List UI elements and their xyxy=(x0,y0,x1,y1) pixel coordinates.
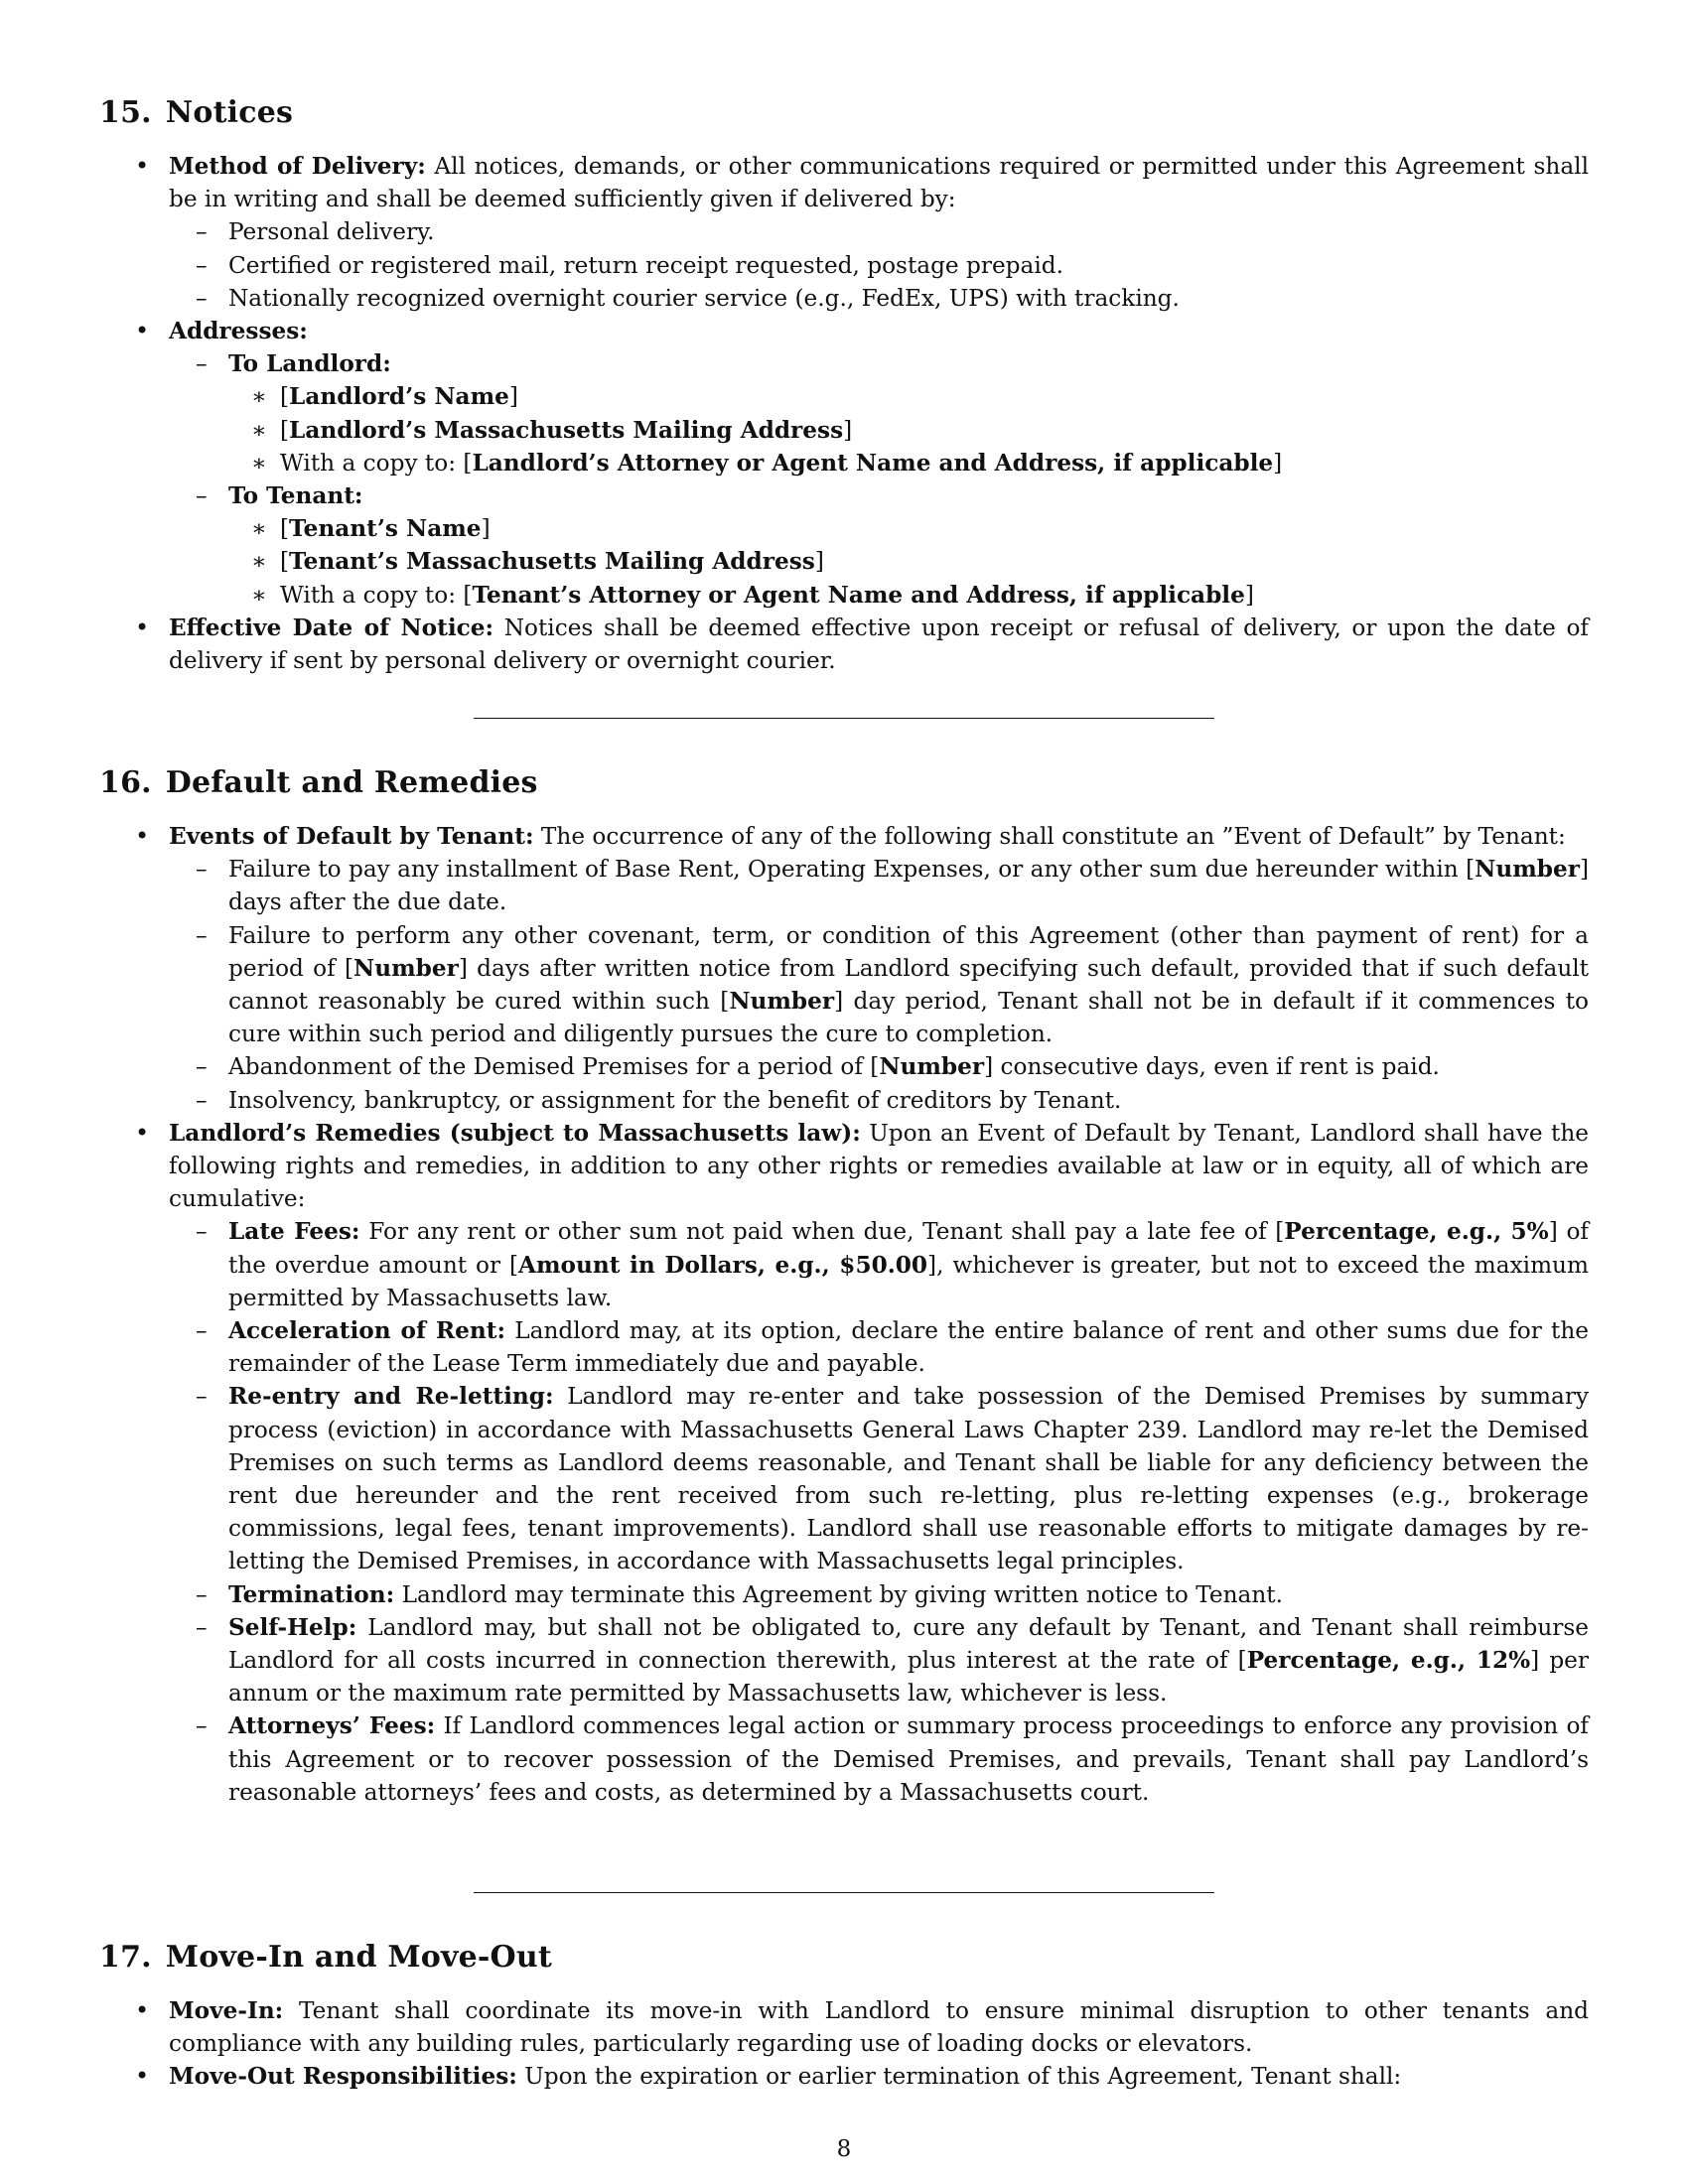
list-item: ∗ [Tenant’s Name] xyxy=(99,512,1589,545)
list-item: ∗ [Tenant’s Massachusetts Mailing Address] xyxy=(99,545,1589,578)
item-label: Move-Out Responsibilities: xyxy=(169,2063,517,2091)
section-number: 17. xyxy=(99,1940,152,1975)
placeholder-field: Landlord’s Name xyxy=(289,383,509,411)
placeholder-field: Landlord’s Massachusetts Mailing Address xyxy=(289,416,844,444)
item-text: With a copy to: xyxy=(280,581,464,609)
placeholder-field: Tenant’s Name xyxy=(289,515,482,543)
item-label: Self-Help: xyxy=(228,1613,357,1641)
list-item xyxy=(99,347,1589,479)
item-label: Re-entry and Re-letting: xyxy=(228,1383,554,1411)
section-17-heading xyxy=(99,1940,552,1975)
page-number: 8 xyxy=(836,2136,852,2162)
list-item: ∗ [Landlord’s Massachusetts Mailing Address] xyxy=(99,414,1589,447)
section-divider xyxy=(474,718,1214,719)
item-label: To Landlord: xyxy=(228,350,391,378)
list-item: – Personal delivery. xyxy=(99,215,1589,248)
item-text: ] days after the due date. xyxy=(228,856,1589,916)
list-item: – Insolvency, bankruptcy, or assignment for the benefit of creditors by Tenant. xyxy=(99,1084,1589,1117)
placeholder-field: Percentage, e.g., 12% xyxy=(1246,1647,1531,1675)
item-text: If Landlord commences legal action or summary process proceedings to enforce any provision of this Agreement or to recover possession of the Demised Premises, and prevails, Tenant shall pay Landlord’s reasonable attorneys’ fees and costs, as determined by a Massachusetts court. xyxy=(228,1712,1589,1806)
list-item xyxy=(99,919,1589,1051)
section-title: Move-In and Move-Out xyxy=(165,1940,552,1975)
item-label: Events of Default by Tenant: xyxy=(169,823,534,850)
item-label: Attorneys’ Fees: xyxy=(228,1712,436,1740)
item-text: ] days after written notice from Landlord specifying such default, provided that if such default cannot reasonably be cured within such [ xyxy=(228,954,1589,1016)
item-text: Upon an Event of Default by Tenant, Landlord shall have the following rights and remedies, in addition to any other rights or remedies available at law or in equity, all of which are cumulative: xyxy=(169,1119,1590,1213)
list-item xyxy=(99,853,1589,918)
item-text: ] per annum or the maximum rate permitted by Massachusetts law, whichever is less. xyxy=(228,1647,1589,1707)
section-15-heading xyxy=(99,95,293,130)
item-label: To Tenant: xyxy=(228,482,363,510)
list-item xyxy=(99,1578,1589,1611)
list-item xyxy=(99,479,1589,612)
list-item xyxy=(99,1994,1589,2060)
item-label: Acceleration of Rent: xyxy=(228,1317,506,1345)
item-text: Abandonment of the Demised Premises for a period of [ xyxy=(228,1053,880,1081)
list-item xyxy=(99,1215,1589,1314)
item-text: ] day period, Tenant shall not be in default if it commences to cure within such period and diligently pursues the cure to completion. xyxy=(228,988,1589,1048)
item-text: Notices shall be deemed effective upon receipt or refusal of delivery, or upon the date of delivery if sent by personal delivery or overnight courier. xyxy=(169,614,1590,675)
item-label: Move-In: xyxy=(169,1997,284,2024)
placeholder-field: Tenant’s Massachusetts Mailing Address xyxy=(289,548,815,576)
section-title: Default and Remedies xyxy=(165,765,538,800)
item-text: ] consecutive days, even if rent is paid. xyxy=(984,1053,1440,1081)
item-text: For any rent or other sum not paid when due, Tenant shall pay a late fee of [ xyxy=(368,1218,1285,1246)
item-label: Method of Delivery: xyxy=(169,153,426,180)
item-text: Landlord may re-enter and take possession of the Demised Premises by summary process (eviction) in accordance with Massachusetts General Laws Chapter 239. Landlord may re-let the Demised Premises on such terms as Landlord deems reasonable, and Tenant shall be liable for any deficiency between the rent due hereunder and the rent received from such re-letting, plus re-letting expenses (e.g., brokerage commissions, legal fees, tenant improvements). Landlord shall use reasonable efforts to mitigate damages by re-letting the Demised Premises, in accordance with Massachusetts legal principles. xyxy=(228,1383,1590,1575)
list-item: – Certified or registered mail, return receipt requested, postage prepaid. xyxy=(99,249,1589,282)
item-text: Upon the expiration or earlier termination of this Agreement, Tenant shall: xyxy=(524,2063,1402,2091)
placeholder-field: Amount in Dollars, e.g., $50.00 xyxy=(518,1251,928,1279)
item-text: ] of the overdue amount or [ xyxy=(228,1218,1589,1279)
item-text: ], whichever is greater, but not to exceed the maximum permitted by Massachusetts law. xyxy=(228,1251,1589,1311)
list-item: – Nationally recognized overnight courier service (e.g., FedEx, UPS) with tracking. xyxy=(99,282,1589,315)
item-text: Failure to perform any other covenant, term, or condition of this Agreement (other than payment of rent) for a period of [ xyxy=(228,921,1589,982)
item-text: Landlord may, but shall not be obligated to, cure any default by Tenant, and Tenant shall reimburse Landlord for all costs incurred in connection therewith, plus interest at the rate of [ xyxy=(228,1613,1589,1675)
list-item xyxy=(99,1117,1589,1809)
list-item xyxy=(99,1050,1589,1083)
section-17-body xyxy=(99,1994,1589,2094)
section-number: 16. xyxy=(99,765,152,800)
placeholder-field: Tenant’s Attorney or Agent Name and Address, if applicable xyxy=(472,581,1245,609)
list-item xyxy=(99,1380,1589,1577)
item-text: Landlord may terminate this Agreement by giving written notice to Tenant. xyxy=(401,1580,1283,1608)
list-item xyxy=(99,315,1589,612)
item-label: Landlord’s Remedies (subject to Massachusetts law): xyxy=(169,1119,861,1147)
item-label: Termination: xyxy=(228,1580,395,1608)
list-item xyxy=(99,2060,1589,2093)
placeholder-field: Landlord’s Attorney or Agent Name and Address, if applicable xyxy=(472,449,1274,477)
section-16-heading xyxy=(99,765,538,800)
section-16-body xyxy=(99,820,1589,1809)
item-label: Late Fees: xyxy=(228,1218,360,1246)
section-number: 15. xyxy=(99,95,152,130)
placeholder-field: Number xyxy=(353,954,459,982)
placeholder-field: Percentage, e.g., 5% xyxy=(1284,1218,1549,1246)
placeholder-field: Number xyxy=(1475,856,1580,884)
item-text: With a copy to: xyxy=(280,449,464,477)
item-text: The occurrence of any of the following shall constitute an ”Event of Default” by Tenant: xyxy=(540,823,1566,850)
list-item xyxy=(99,612,1589,677)
list-item xyxy=(99,820,1589,1117)
item-text: All notices, demands, or other communications required or permitted under this Agreement shall be in writing and shall be deemed sufficiently given if delivered by: xyxy=(169,153,1589,213)
list-item xyxy=(99,1314,1589,1380)
section-title: Notices xyxy=(165,95,294,130)
item-text: Tenant shall coordinate its move-in with Landlord to ensure minimal disruption to other tenants and compliance with any building rules, particularly regarding use of loading docks or elevators. xyxy=(169,1997,1590,2058)
item-label: Effective Date of Notice: xyxy=(169,614,494,641)
section-divider xyxy=(474,1892,1214,1893)
list-item xyxy=(99,1611,1589,1710)
list-item xyxy=(99,1709,1589,1809)
list-item: ∗ [Landlord’s Name] xyxy=(99,380,1589,413)
item-text: Failure to pay any installment of Base Rent, Operating Expenses, or any other sum due hereunder within [ xyxy=(228,856,1476,884)
placeholder-field: Number xyxy=(729,988,835,1016)
item-text: Landlord may, at its option, declare the entire balance of rent and other sums due for the remainder of the Lease Term immediately due and payable. xyxy=(228,1317,1590,1378)
list-item: ∗ With a copy to: [Tenant’s Attorney or Agent Name and Address, if applicable] xyxy=(99,579,1589,612)
section-15-body xyxy=(99,150,1589,677)
list-item xyxy=(99,150,1589,315)
list-item: ∗ With a copy to: [Landlord’s Attorney or Agent Name and Address, if applicable] xyxy=(99,447,1589,479)
item-label: Addresses: xyxy=(169,318,308,345)
placeholder-field: Number xyxy=(879,1053,985,1081)
